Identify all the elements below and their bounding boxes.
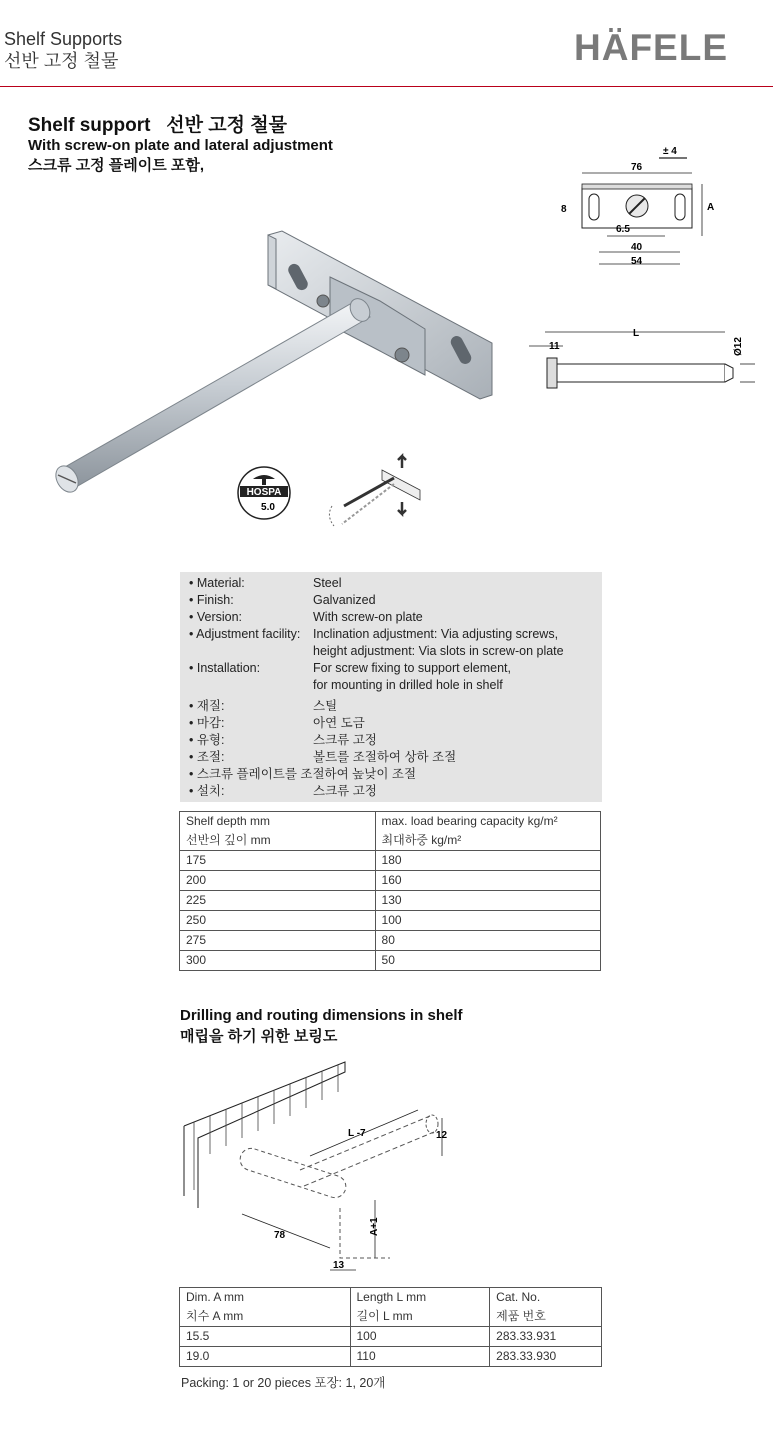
category-ko: 선반 고정 철물: [4, 51, 119, 71]
spec-value: 아연 도금: [313, 716, 365, 730]
dim-54: 54: [631, 256, 643, 267]
spec-value: 스틸: [313, 699, 338, 713]
dim-a-cell: 19.0: [180, 1347, 351, 1367]
packing-info: Packing: 1 or 20 pieces 포장: 1, 20개: [181, 1376, 386, 1390]
shelf-depth-cell: 275: [180, 931, 376, 951]
spec-value: 볼트를 조절하여 상하 조절: [313, 750, 457, 764]
spec-row: [180, 592, 600, 609]
load-header-depth-en: Shelf depth mm: [180, 812, 376, 832]
spec-row: [180, 749, 600, 766]
dim-12: 12: [436, 1130, 448, 1141]
spec-row: [180, 783, 600, 800]
product-title: [28, 110, 287, 137]
product-subtitle-en: With screw-on plate and lateral adjustment: [28, 137, 333, 154]
dim-13: 13: [333, 1260, 345, 1271]
product-title-en: Shelf support: [28, 115, 151, 136]
adjustment-sketch: [320, 450, 430, 540]
rod-dimension-drawing: [525, 320, 765, 400]
spec-value: height adjustment: Via slots in screw-on plate: [313, 644, 564, 658]
dim-pm4: ± 4: [663, 146, 677, 157]
load-header-capacity-ko: 최대하중 kg/m²: [375, 831, 600, 851]
table-row: [180, 951, 601, 971]
drilling-title-en: Drilling and routing dimensions in shelf: [180, 1007, 463, 1024]
load-header-capacity-en: max. load bearing capacity kg/m²: [375, 812, 600, 832]
spec-value: Galvanized: [313, 593, 376, 607]
hospa-badge: [236, 465, 292, 521]
spec-row: [180, 609, 600, 626]
length-l-cell: 110: [350, 1347, 490, 1367]
catalog-table: [179, 1287, 602, 1367]
dim-76: 76: [631, 162, 643, 173]
spec-panel: [180, 572, 602, 802]
spec-row: [180, 660, 600, 677]
spec-value: for mounting in drilled hole in shelf: [313, 678, 503, 692]
spec-value: Inclination adjustment: Via adjusting screws,: [313, 627, 559, 641]
product-subtitle-ko: 스크류 고정 플레이트 포함,: [28, 157, 205, 174]
spec-label: • 유형:: [189, 733, 225, 747]
table-row: [180, 1347, 602, 1367]
shelf-depth-cell: 200: [180, 871, 376, 891]
cat-header-catno-en: Cat. No.: [490, 1288, 602, 1308]
product-title-ko: 선반 고정 철물: [166, 115, 287, 136]
table-row: [180, 871, 601, 891]
spec-label: • 재질:: [189, 699, 225, 713]
spec-row: [180, 766, 600, 783]
spec-label: • Adjustment facility:: [189, 627, 301, 641]
spec-row: [180, 575, 600, 592]
drilling-drawing: [180, 1058, 470, 1273]
shelf-depth-cell: 250: [180, 911, 376, 931]
spec-label: • Material:: [189, 576, 245, 590]
dim-a-cell: 15.5: [180, 1327, 351, 1347]
table-row: [180, 1327, 602, 1347]
spec-value: For screw fixing to support element,: [313, 661, 511, 675]
spec-value: Steel: [313, 576, 342, 590]
dim-78: 78: [274, 1230, 286, 1241]
load-capacity-cell: 180: [375, 851, 600, 871]
dim-11: 11: [549, 341, 560, 352]
cat-no-cell: 283.33.931: [490, 1327, 602, 1347]
load-capacity-cell: 130: [375, 891, 600, 911]
dim-A: A: [707, 202, 715, 213]
hospa-size: 5.0: [261, 502, 275, 513]
dim-d12: Ø12: [733, 337, 744, 356]
load-capacity-cell: 50: [375, 951, 600, 971]
load-capacity-cell: 80: [375, 931, 600, 951]
spec-row: [180, 732, 600, 749]
cat-header-dim-ko: 치수 A mm: [180, 1307, 351, 1327]
category-en: Shelf Supports: [4, 29, 123, 49]
load-capacity-cell: 100: [375, 911, 600, 931]
spec-row: [180, 677, 600, 694]
dim-L: L: [633, 328, 640, 339]
header-divider: [0, 86, 773, 87]
dim-40: 40: [631, 242, 643, 253]
cat-header-catno-ko: 제품 번호: [490, 1307, 602, 1327]
spec-label: • 마감:: [189, 716, 225, 730]
plate-dimension-drawing: [555, 140, 735, 270]
spec-label: • 조절:: [189, 750, 225, 764]
spec-row: [180, 643, 600, 660]
spec-value: 스크류 고정: [313, 733, 377, 747]
table-row: [180, 911, 601, 931]
table-row: [180, 851, 601, 871]
cat-header-length-ko: 길이 L mm: [350, 1307, 490, 1327]
load-capacity-cell: 160: [375, 871, 600, 891]
spec-label: • Installation:: [189, 661, 261, 675]
spec-label: • Finish:: [189, 593, 234, 607]
shelf-depth-cell: 300: [180, 951, 376, 971]
category-title: [4, 28, 122, 72]
spec-label: • 스크류 플레이트를 조절하여 높낮이 조절: [189, 767, 417, 781]
shelf-depth-cell: 175: [180, 851, 376, 871]
drilling-title-ko: 매립을 하기 위한 보링도: [180, 1028, 338, 1045]
dim-l-7: L -7: [348, 1128, 366, 1139]
spec-value: With screw-on plate: [313, 610, 423, 624]
dim-8: 8: [561, 204, 567, 215]
spec-value: 스크류 고정: [313, 784, 377, 798]
spec-row: [180, 698, 600, 715]
spec-label: • Version:: [189, 610, 243, 624]
table-row: [180, 891, 601, 911]
cat-no-cell: 283.33.930: [490, 1347, 602, 1367]
cat-header-length-en: Length L mm: [350, 1288, 490, 1308]
dim-6-5: 6.5: [616, 224, 630, 235]
spec-row: [180, 626, 600, 643]
spec-label: • 설치:: [189, 784, 225, 798]
dim-a-plus-1: A+1: [369, 1217, 380, 1236]
length-l-cell: 100: [350, 1327, 490, 1347]
load-header-depth-ko: 선반의 깊이 mm: [180, 831, 376, 851]
load-table: [179, 811, 601, 971]
table-row: [180, 931, 601, 951]
shelf-depth-cell: 225: [180, 891, 376, 911]
spec-row: [180, 715, 600, 732]
brand-logo: HÄFELE: [574, 27, 728, 68]
cat-header-dim-en: Dim. A mm: [180, 1288, 351, 1308]
hospa-brand: HOSPA: [246, 487, 282, 498]
